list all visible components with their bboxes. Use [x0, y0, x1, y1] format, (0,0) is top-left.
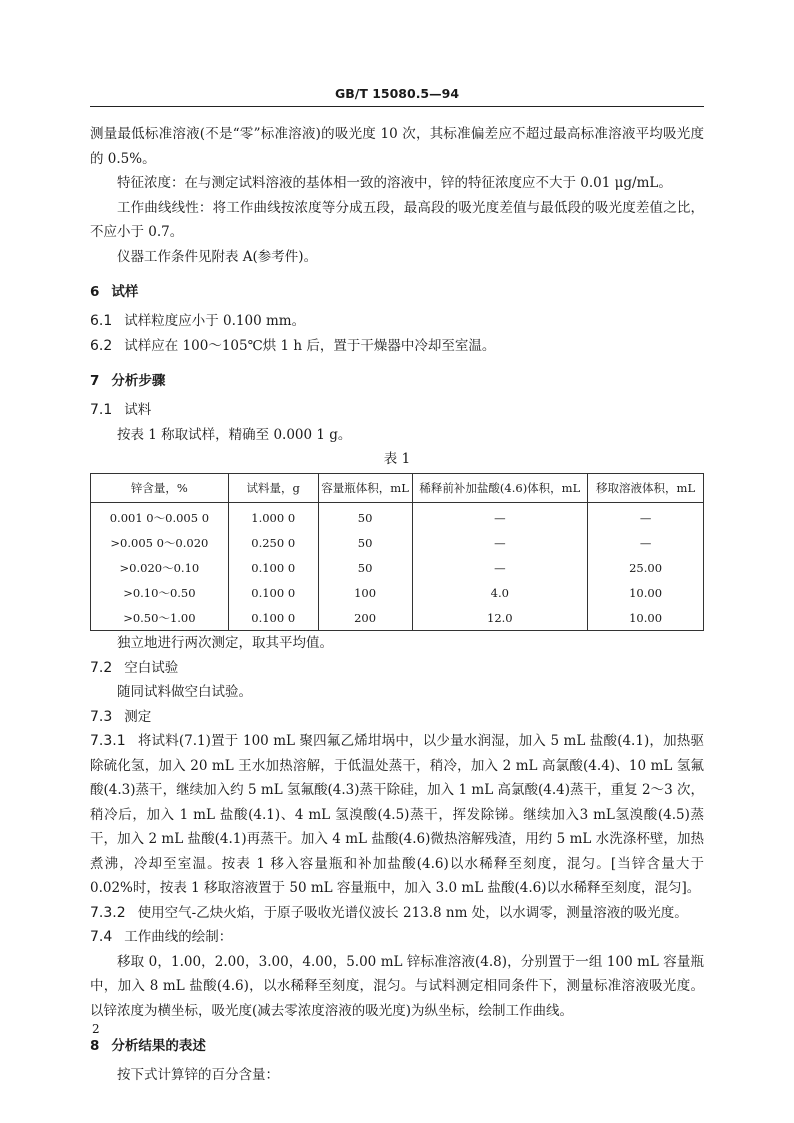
table-cell: >0.020～0.10 [91, 555, 229, 580]
page-number: 2 [92, 1022, 100, 1036]
clause-6-2: 6.2 试样应在 100～105℃烘 1 h 后，置于干燥器中冷却至室温。 [90, 337, 496, 354]
clause-7-4-text: 移取 0，1.00，2.00，3.00，4.00，5.00 mL 锌标准溶液(4.8)，分别置于一组 100 mL 容量瓶中，加入 8 mL 盐酸(4.6)，以水稀释至刻度，混匀。与试料测定相同条件下，测量标准溶液吸光度。以锌浓度为横坐标，吸光度(减去零浓度溶液的吸光度)为纵坐标，绘制工作曲线。 [90, 953, 704, 1019]
table-cell: >0.10～0.50 [91, 580, 229, 605]
table-cell: 1.000 0 [228, 503, 318, 531]
table-cell: — [588, 503, 704, 531]
table-cell: 25.00 [588, 555, 704, 580]
intro-paragraph-3: 工作曲线线性：将工作曲线按浓度等分成五段，最高段的吸光度差值与最低段的吸光度差值之比，不应小于 0.7。 [90, 199, 704, 240]
table-cell: 100 [318, 580, 412, 605]
table-header-cell: 试料量，g [228, 474, 318, 503]
table-cell: 12.0 [412, 605, 588, 631]
table-cell: — [588, 530, 704, 555]
section-8-text: 按下式计算锌的百分含量： [117, 1067, 279, 1083]
table-cell: 50 [318, 503, 412, 531]
table-cell: 0.100 0 [228, 580, 318, 605]
table-cell: >0.50～1.00 [91, 605, 229, 631]
table-header-cell: 稀释前补加盐酸(4.6)体积，mL [412, 474, 588, 503]
table-cell: 10.00 [588, 580, 704, 605]
table-cell: 0.001 0～0.005 0 [91, 503, 229, 531]
table-cell: 50 [318, 530, 412, 555]
table-title: 表 1 [383, 451, 411, 467]
table-cell: 0.100 0 [228, 555, 318, 580]
clause-7-4: 7.4 工作曲线的绘制： [90, 929, 233, 945]
table-cell: 10.00 [588, 605, 704, 631]
table-row [91, 605, 704, 631]
clause-6-1: 6.1 试样粒度应小于 0.100 mm。 [90, 313, 306, 329]
section-6-heading: 6 试样 [90, 284, 139, 300]
clause-7-3: 7.3 测定 [90, 708, 152, 725]
sample-weight-table [90, 473, 704, 631]
table-cell: 50 [318, 555, 412, 580]
table-cell: — [412, 555, 588, 580]
intro-paragraph-2: 特征浓度：在与测定试料溶液的基体相一致的溶液中，锌的特征浓度应不大于 0.01 μg/mL。 [117, 175, 672, 191]
table-cell: 200 [318, 605, 412, 631]
table-header-cell: 移取溶液体积，mL [588, 474, 704, 503]
clause-7-1: 7.1 试料 [90, 402, 152, 418]
page-content [90, 122, 704, 1088]
clause-7-3-2: 7.3.2 使用空气-乙炔火焰，于原子吸收光谱仪波长 213.8 nm 处，以水调零，测量溶液的吸光度。 [90, 904, 688, 921]
table-cell: 4.0 [412, 580, 588, 605]
table-row [91, 580, 704, 605]
table-header-row [91, 474, 704, 503]
table-cell: — [412, 503, 588, 531]
intro-paragraph-4: 仪器工作条件见附表 A(参考件)。 [117, 248, 318, 265]
clause-7-1-text: 按表 1 称取试样，精确至 0.000 1 g。 [117, 426, 352, 443]
table-cell: >0.005 0～0.020 [91, 530, 229, 555]
clause-7-2: 7.2 空白试验 [90, 659, 179, 676]
table-cell: 0.250 0 [228, 530, 318, 555]
clause-7-2-text: 随同试料做空白试验。 [117, 684, 252, 700]
section-7-heading: 7 分析步骤 [90, 373, 166, 389]
table-cell: — [412, 530, 588, 555]
intro-paragraph-1: 测量最低标准溶液(不是“零”标准溶液)的吸光度 10 次，其标准偏差应不超过最高标准溶液平均吸光度的 0.5%。 [90, 126, 704, 167]
after-table-text: 独立地进行两次测定，取其平均值。 [117, 635, 333, 651]
table-header-cell: 锌含量，% [91, 474, 229, 503]
clause-7-3-1: 7.3.1 将试料(7.1)置于 100 mL 聚四氟乙烯坩埚中，以少量水润湿，加入 5 mL 盐酸(4.1)，加热驱除硫化氢，加入 20 mL 王水加热溶解，于低温处蒸干，稍冷，加入 2 mL 高氯酸(4.4)、10 mL 氢氟酸(4.3)蒸干，继续加入约 5 mL 氢氟酸(4.3)蒸干除硅，加入 1 mL 高氯酸(4.4)蒸干，重复 2～3 次，稍冷后，加入 1 mL 盐酸(4.1)、4 mL 氢溴酸(4.5)蒸干，挥发除锑。继续加入3 mL氢溴酸(4.5)蒸干，加入 2 mL 盐酸(4.1)再蒸干。加入 4 mL 盐酸(4.6)微热溶解残渣，用约 5 mL 水洗涤杯壁，加热煮沸，冷却至室温。按表 1 移入容量瓶和补加盐酸(4.6)以水稀释至刻度，混匀。[当锌含量大于 0.02%时，按表 1 移取溶液置于 50 mL 容量瓶中，加入 3.0 mL 盐酸(4.6)以水稀释至刻度，混匀]。 [90, 733, 704, 896]
header-rule [90, 106, 704, 107]
section-8-heading: 8 分析结果的表述 [90, 1038, 206, 1054]
page-header: GB/T 15080.5—94 [334, 86, 460, 101]
table-cell: 0.100 0 [228, 605, 318, 631]
table-header-cell: 容量瓶体积，mL [318, 474, 412, 503]
table-row [91, 530, 704, 555]
table-row [91, 555, 704, 580]
table-row [91, 503, 704, 531]
